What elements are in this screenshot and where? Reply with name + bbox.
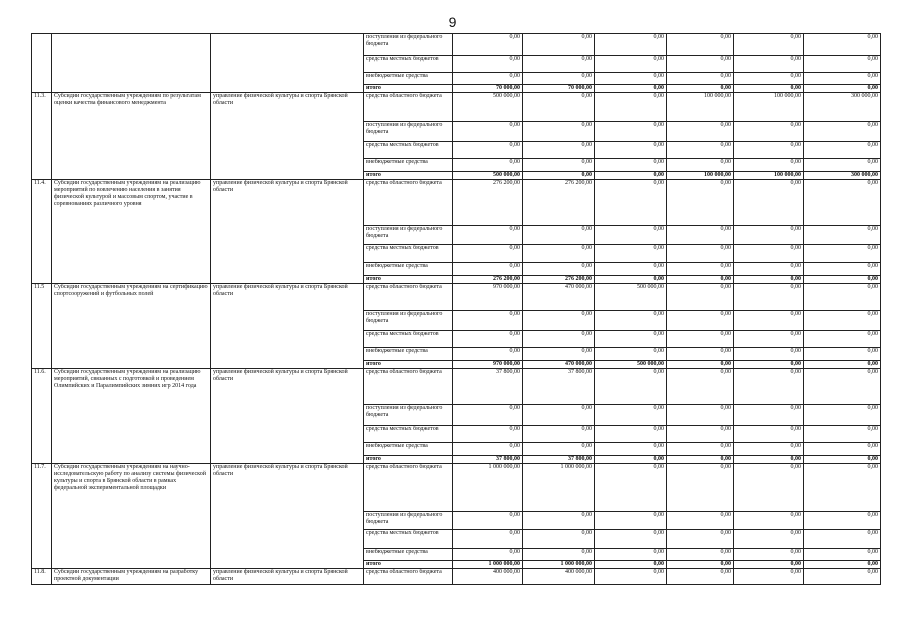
year-2016-cell: 0,00 [667,142,734,159]
funding-source: средства местных бюджетов [364,530,453,549]
funding-source: средства областного бюджета [364,569,453,585]
year-2016-cell: 0,00 [667,276,734,284]
year-2016-cell: 0,00 [667,561,734,569]
year-2017-cell: 0,00 [734,443,804,456]
year-2014-cell: 0,00 [523,263,595,276]
year-2018-cell: 0,00 [804,180,881,226]
total-sum-cell: 0,00 [453,348,523,361]
year-2014-cell: 0,00 [523,172,595,180]
year-2016-cell: 0,00 [667,530,734,549]
year-2015-cell: 0,00 [595,122,667,142]
total-sum-cell: 0,00 [453,34,523,56]
year-2014-cell: 0,00 [523,226,595,245]
year-2015-cell: 0,00 [595,331,667,348]
year-2016-cell: 0,00 [667,331,734,348]
year-2016-cell: 0,00 [667,284,734,311]
year-2017-cell: 0,00 [734,226,804,245]
year-2017-cell: 0,00 [734,73,804,85]
executor: управление физической культуры и спорта Брянской области [211,369,364,464]
year-2018-cell: 0,00 [804,569,881,585]
year-2014-cell: 0,00 [523,73,595,85]
year-2017-cell: 0,00 [734,369,804,405]
year-2018-cell: 0,00 [804,245,881,263]
year-2017-cell: 0,00 [734,561,804,569]
funding-source: внебюджетные средства [364,263,453,276]
year-2014-cell: 1 000 000,00 [523,464,595,512]
funding-source: средства областного бюджета [364,93,453,122]
year-2014-cell: 0,00 [523,56,595,73]
total-sum-cell: 0,00 [453,512,523,530]
year-2016-cell: 0,00 [667,405,734,426]
measure-name: Субсидии государственным учреждениям по результатам оценки качества финансового менеджмента [52,93,211,180]
funding-source: итого [364,276,453,284]
funding-source: внебюджетные средства [364,159,453,172]
year-2018-cell: 0,00 [804,512,881,530]
year-2016-cell: 0,00 [667,569,734,585]
year-2016-cell: 0,00 [667,456,734,464]
item-number: 11.4. [32,180,52,284]
total-sum-cell: 970 000,00 [453,284,523,311]
measure-name [52,34,211,93]
funding-source: средства областного бюджета [364,369,453,405]
year-2015-cell: 0,00 [595,180,667,226]
year-2018-cell: 300 000,00 [804,93,881,122]
year-2015-cell: 500 000,00 [595,361,667,369]
total-sum-cell: 70 000,00 [453,85,523,93]
year-2017-cell: 0,00 [734,122,804,142]
total-sum-cell: 500 000,00 [453,172,523,180]
year-2015-cell: 0,00 [595,456,667,464]
year-2015-cell: 0,00 [595,512,667,530]
year-2015-cell: 500 000,00 [595,284,667,311]
year-2018-cell: 0,00 [804,85,881,93]
year-2015-cell: 0,00 [595,93,667,122]
funding-source: поступления из федерального бюджета [364,512,453,530]
year-2015-cell: 0,00 [595,530,667,549]
year-2017-cell: 0,00 [734,34,804,56]
year-2015-cell: 0,00 [595,549,667,561]
year-2014-cell: 0,00 [523,530,595,549]
year-2014-cell: 0,00 [523,426,595,443]
year-2015-cell: 0,00 [595,348,667,361]
item-number: 11.5 [32,284,52,369]
funding-source: поступления из федерального бюджета [364,122,453,142]
year-2016-cell: 0,00 [667,263,734,276]
funding-row [32,93,881,122]
funding-row [32,464,881,512]
year-2018-cell: 0,00 [804,348,881,361]
year-2017-cell: 0,00 [734,311,804,331]
year-2016-cell: 0,00 [667,443,734,456]
year-2018-cell: 0,00 [804,142,881,159]
total-sum-cell: 0,00 [453,159,523,172]
item-number: 11.6. [32,369,52,464]
total-sum-cell: 0,00 [453,426,523,443]
year-2015-cell: 0,00 [595,569,667,585]
total-sum-cell: 500 000,00 [453,93,523,122]
year-2015-cell: 0,00 [595,56,667,73]
total-sum-cell: 400 000,00 [453,569,523,585]
year-2016-cell: 0,00 [667,348,734,361]
total-sum-cell: 0,00 [453,245,523,263]
total-sum-cell: 0,00 [453,405,523,426]
year-2015-cell: 0,00 [595,369,667,405]
funding-source: внебюджетные средства [364,443,453,456]
year-2016-cell: 0,00 [667,34,734,56]
year-2016-cell: 0,00 [667,426,734,443]
year-2015-cell: 0,00 [595,159,667,172]
year-2017-cell: 0,00 [734,180,804,226]
year-2017-cell: 0,00 [734,276,804,284]
measure-name: Субсидии государственным учреждениям на реализацию мероприятий, связанных с подготовкой и проведением Олимпийских и Паралимпийских зимних игр 2014 года [52,369,211,464]
year-2017-cell: 0,00 [734,464,804,512]
funding-source: поступления из федерального бюджета [364,226,453,245]
year-2015-cell: 0,00 [595,34,667,56]
funding-source: итого [364,172,453,180]
total-sum-cell: 0,00 [453,263,523,276]
year-2015-cell: 0,00 [595,443,667,456]
year-2014-cell: 400 000,00 [523,569,595,585]
year-2018-cell: 0,00 [804,331,881,348]
year-2015-cell: 0,00 [595,142,667,159]
total-sum-cell: 276 200,00 [453,276,523,284]
year-2015-cell: 0,00 [595,311,667,331]
year-2014-cell: 470 000,00 [523,284,595,311]
year-2014-cell: 0,00 [523,512,595,530]
executor: управление физической культуры и спорта Брянской области [211,569,364,585]
total-sum-cell: 0,00 [453,56,523,73]
year-2015-cell: 0,00 [595,561,667,569]
year-2017-cell: 0,00 [734,331,804,348]
funding-row [32,284,881,311]
year-2018-cell: 0,00 [804,530,881,549]
year-2015-cell: 0,00 [595,276,667,284]
year-2017-cell: 0,00 [734,284,804,311]
year-2018-cell: 300 000,00 [804,172,881,180]
total-sum-cell: 1 000 000,00 [453,464,523,512]
total-sum-cell: 970 000,00 [453,361,523,369]
page-number: 9 [448,14,457,30]
funding-source: средства местных бюджетов [364,245,453,263]
funding-source: итого [364,561,453,569]
year-2017-cell: 0,00 [734,245,804,263]
year-2014-cell: 0,00 [523,245,595,263]
year-2015-cell: 0,00 [595,85,667,93]
year-2015-cell: 0,00 [595,172,667,180]
year-2016-cell: 0,00 [667,512,734,530]
year-2018-cell: 0,00 [804,263,881,276]
year-2016-cell: 0,00 [667,159,734,172]
measure-name: Субсидии государственным учреждениям на сертификацию спортсооружений и футбольных полей [52,284,211,369]
funding-source: средства областного бюджета [364,180,453,226]
executor [211,34,364,93]
total-sum-cell: 0,00 [453,122,523,142]
year-2018-cell: 0,00 [804,361,881,369]
year-2014-cell: 276 200,00 [523,180,595,226]
funding-source: поступления из федерального бюджета [364,405,453,426]
year-2014-cell: 37 800,00 [523,456,595,464]
funding-row [32,34,881,56]
year-2018-cell: 0,00 [804,549,881,561]
year-2017-cell: 0,00 [734,361,804,369]
year-2017-cell: 0,00 [734,263,804,276]
funding-source: средства местных бюджетов [364,426,453,443]
item-number: 11.7. [32,464,52,569]
total-sum-cell: 0,00 [453,311,523,331]
year-2014-cell: 0,00 [523,93,595,122]
measure-name: Субсидии государственным учреждениям на разработку проектной документации [52,569,211,585]
budget-table [31,33,881,585]
year-2017-cell: 0,00 [734,85,804,93]
year-2015-cell: 0,00 [595,226,667,245]
year-2018-cell: 0,00 [804,73,881,85]
year-2016-cell: 0,00 [667,56,734,73]
year-2016-cell: 0,00 [667,311,734,331]
total-sum-cell: 0,00 [453,443,523,456]
measure-name: Субсидии государственным учреждениям на реализацию мероприятий по вовлечению населения в занятия физической культурой и массовым спортом, участие в соревнованиях различного уровня [52,180,211,284]
year-2016-cell: 0,00 [667,549,734,561]
executor: управление физической культуры и спорта Брянской области [211,93,364,180]
year-2018-cell: 0,00 [804,34,881,56]
total-sum-cell: 1 000 000,00 [453,561,523,569]
funding-source: поступления из федерального бюджета [364,311,453,331]
year-2016-cell: 0,00 [667,369,734,405]
year-2014-cell: 1 000 000,00 [523,561,595,569]
item-number [32,34,52,93]
total-sum-cell: 0,00 [453,331,523,348]
year-2017-cell: 0,00 [734,456,804,464]
year-2014-cell: 0,00 [523,142,595,159]
year-2017-cell: 100 000,00 [734,172,804,180]
executor: управление физической культуры и спорта Брянской области [211,464,364,569]
total-sum-cell: 0,00 [453,530,523,549]
funding-source: внебюджетные средства [364,348,453,361]
year-2014-cell: 70 000,00 [523,85,595,93]
year-2014-cell: 37 800,00 [523,369,595,405]
year-2016-cell: 0,00 [667,122,734,142]
year-2018-cell: 0,00 [804,405,881,426]
funding-source: средства областного бюджета [364,284,453,311]
year-2017-cell: 0,00 [734,426,804,443]
year-2014-cell: 0,00 [523,405,595,426]
year-2017-cell: 0,00 [734,56,804,73]
funding-row [32,180,881,226]
year-2017-cell: 0,00 [734,142,804,159]
year-2017-cell: 0,00 [734,569,804,585]
funding-source: средства областного бюджета [364,464,453,512]
funding-row [32,569,881,585]
year-2014-cell: 0,00 [523,443,595,456]
executor: управление физической культуры и спорта Брянской области [211,284,364,369]
measure-name: Субсидии государственным учреждениям на научно-исследовательскую работу по анализу системы физической культуры и спорта в Брянской области в рамках федеральной экспериментальной площадки [52,464,211,569]
year-2017-cell: 0,00 [734,512,804,530]
year-2015-cell: 0,00 [595,426,667,443]
year-2018-cell: 0,00 [804,456,881,464]
item-number: 11.8. [32,569,52,585]
year-2017-cell: 0,00 [734,549,804,561]
year-2018-cell: 0,00 [804,369,881,405]
year-2015-cell: 0,00 [595,405,667,426]
funding-source: внебюджетные средства [364,73,453,85]
total-sum-cell: 37 800,00 [453,456,523,464]
year-2016-cell: 0,00 [667,245,734,263]
item-number: 11.3. [32,93,52,180]
year-2018-cell: 0,00 [804,284,881,311]
year-2015-cell: 0,00 [595,263,667,276]
year-2018-cell: 0,00 [804,464,881,512]
year-2018-cell: 0,00 [804,122,881,142]
year-2014-cell: 0,00 [523,348,595,361]
funding-source: средства местных бюджетов [364,331,453,348]
year-2018-cell: 0,00 [804,561,881,569]
year-2018-cell: 0,00 [804,226,881,245]
year-2017-cell: 0,00 [734,159,804,172]
total-sum-cell: 0,00 [453,549,523,561]
total-sum-cell: 0,00 [453,142,523,159]
total-sum-cell: 0,00 [453,73,523,85]
funding-source: поступления из федерального бюджета [364,34,453,56]
total-sum-cell: 276 200,00 [453,180,523,226]
funding-source: средства местных бюджетов [364,142,453,159]
year-2014-cell: 0,00 [523,34,595,56]
year-2016-cell: 0,00 [667,85,734,93]
year-2018-cell: 0,00 [804,443,881,456]
total-sum-cell: 0,00 [453,226,523,245]
year-2014-cell: 0,00 [523,331,595,348]
year-2015-cell: 0,00 [595,73,667,85]
year-2017-cell: 100 000,00 [734,93,804,122]
year-2018-cell: 0,00 [804,159,881,172]
year-2014-cell: 0,00 [523,549,595,561]
funding-source: итого [364,85,453,93]
year-2016-cell: 100 000,00 [667,93,734,122]
year-2018-cell: 0,00 [804,311,881,331]
funding-source: итого [364,456,453,464]
year-2016-cell: 0,00 [667,361,734,369]
year-2014-cell: 0,00 [523,122,595,142]
funding-source: итого [364,361,453,369]
executor: управление физической культуры и спорта Брянской области [211,180,364,284]
funding-source: средства местных бюджетов [364,56,453,73]
year-2016-cell: 0,00 [667,180,734,226]
year-2018-cell: 0,00 [804,426,881,443]
total-sum-cell: 37 800,00 [453,369,523,405]
year-2014-cell: 0,00 [523,159,595,172]
year-2016-cell: 0,00 [667,73,734,85]
year-2016-cell: 100 000,00 [667,172,734,180]
funding-source: внебюджетные средства [364,549,453,561]
year-2017-cell: 0,00 [734,405,804,426]
year-2017-cell: 0,00 [734,348,804,361]
year-2014-cell: 0,00 [523,311,595,331]
year-2014-cell: 470 000,00 [523,361,595,369]
year-2018-cell: 0,00 [804,276,881,284]
year-2016-cell: 0,00 [667,226,734,245]
year-2018-cell: 0,00 [804,56,881,73]
year-2015-cell: 0,00 [595,245,667,263]
year-2017-cell: 0,00 [734,530,804,549]
funding-row [32,369,881,405]
year-2015-cell: 0,00 [595,464,667,512]
year-2016-cell: 0,00 [667,464,734,512]
year-2014-cell: 276 200,00 [523,276,595,284]
